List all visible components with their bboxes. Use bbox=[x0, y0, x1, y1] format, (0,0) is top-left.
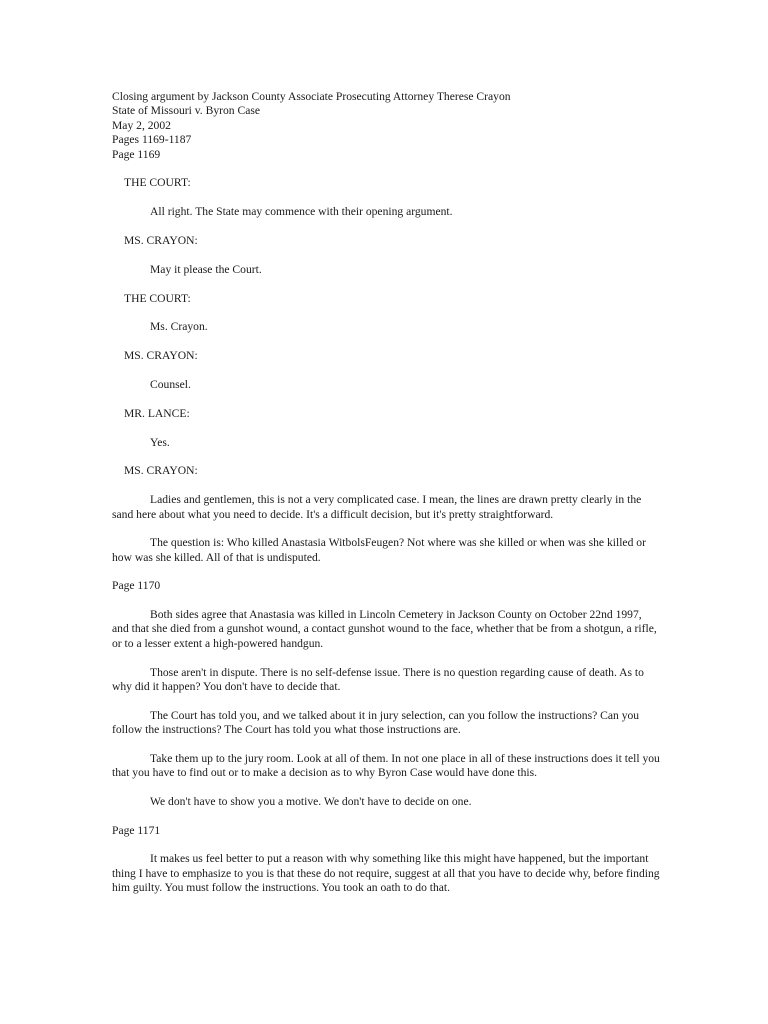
speaker-label: MS. CRAYON: bbox=[124, 349, 198, 363]
transcript-paragraph: Take them up to the jury room. Look at all of them. In not one place in all of these instructions does it tell you that you have to find out or to make a decision as to why Byron Case would have done this. bbox=[112, 752, 660, 780]
transcript-paragraph: Ms. Crayon. bbox=[150, 320, 208, 334]
document-date: May 2, 2002 bbox=[112, 118, 171, 132]
transcript-paragraph: Counsel. bbox=[150, 378, 191, 391]
page-marker-1170: Page 1170 bbox=[112, 579, 161, 593]
case-name: State of Missouri v. Byron Case bbox=[112, 104, 261, 118]
transcript-paragraph: All right. The State may commence with their opening argument. bbox=[150, 205, 453, 219]
transcript-paragraph: Yes. bbox=[150, 435, 170, 449]
speaker-label: THE COURT: bbox=[124, 176, 191, 190]
document-header bbox=[112, 90, 660, 162]
transcript-paragraph: We don't have to show you a motive. We don't have to decide on one. bbox=[150, 795, 472, 809]
speaker-label: MR. LANCE: bbox=[124, 406, 190, 420]
transcript-paragraph: It makes us feel better to put a reason with why something like this might have happened, but the important thing I have to emphasize to you is that these do not require, suggest at all that you have to decide why, before finding him guilty. You must follow the instructions. You took an oath to do that. bbox=[112, 852, 660, 895]
transcript-paragraph: Ladies and gentlemen, this is not a very complicated case. I mean, the lines are drawn pretty clearly in the sand here about what you need to decide. It's a difficult decision, but it's pretty straightforward. bbox=[112, 493, 642, 521]
speaker-label: THE COURT: bbox=[124, 291, 191, 305]
transcript-paragraph: The Court has told you, and we talked about it in jury selection, can you follow the instructions? Can you follow the instructions? The Court has told you what those instructions are. bbox=[112, 708, 640, 737]
transcript-paragraph: Those aren't in dispute. There is no self-defense issue. There is no question regarding cause of death. As to why did it happen? You don't have to decide that. bbox=[112, 665, 644, 694]
transcript-paragraph: Both sides agree that Anastasia was killed in Lincoln Cemetery in Jackson County on October 22nd 1997, and that she died from a gunshot wound, a contact gunshot wound to the face, whether that be from a shotgun, a rifle, or to a lesser extent a high-powered handgun. bbox=[112, 608, 657, 650]
transcript-paragraph: May it please the Court. bbox=[150, 262, 262, 276]
page-marker-1169: Page 1169 bbox=[112, 147, 161, 161]
document-title: Closing argument by Jackson County Associate Prosecuting Attorney Therese Crayon bbox=[112, 90, 511, 103]
speaker-label: MS. CRAYON: bbox=[124, 464, 198, 478]
page-marker-1171: Page 1171 bbox=[112, 823, 161, 837]
document-page bbox=[112, 90, 660, 896]
transcript-paragraph: The question is: Who killed Anastasia WitbolsFeugen? Not where was she killed or when was she killed or how was she killed. All of that is undisputed. bbox=[112, 536, 646, 564]
speaker-label: MS. CRAYON: bbox=[124, 234, 198, 248]
page-range: Pages 1169-1187 bbox=[112, 133, 192, 147]
